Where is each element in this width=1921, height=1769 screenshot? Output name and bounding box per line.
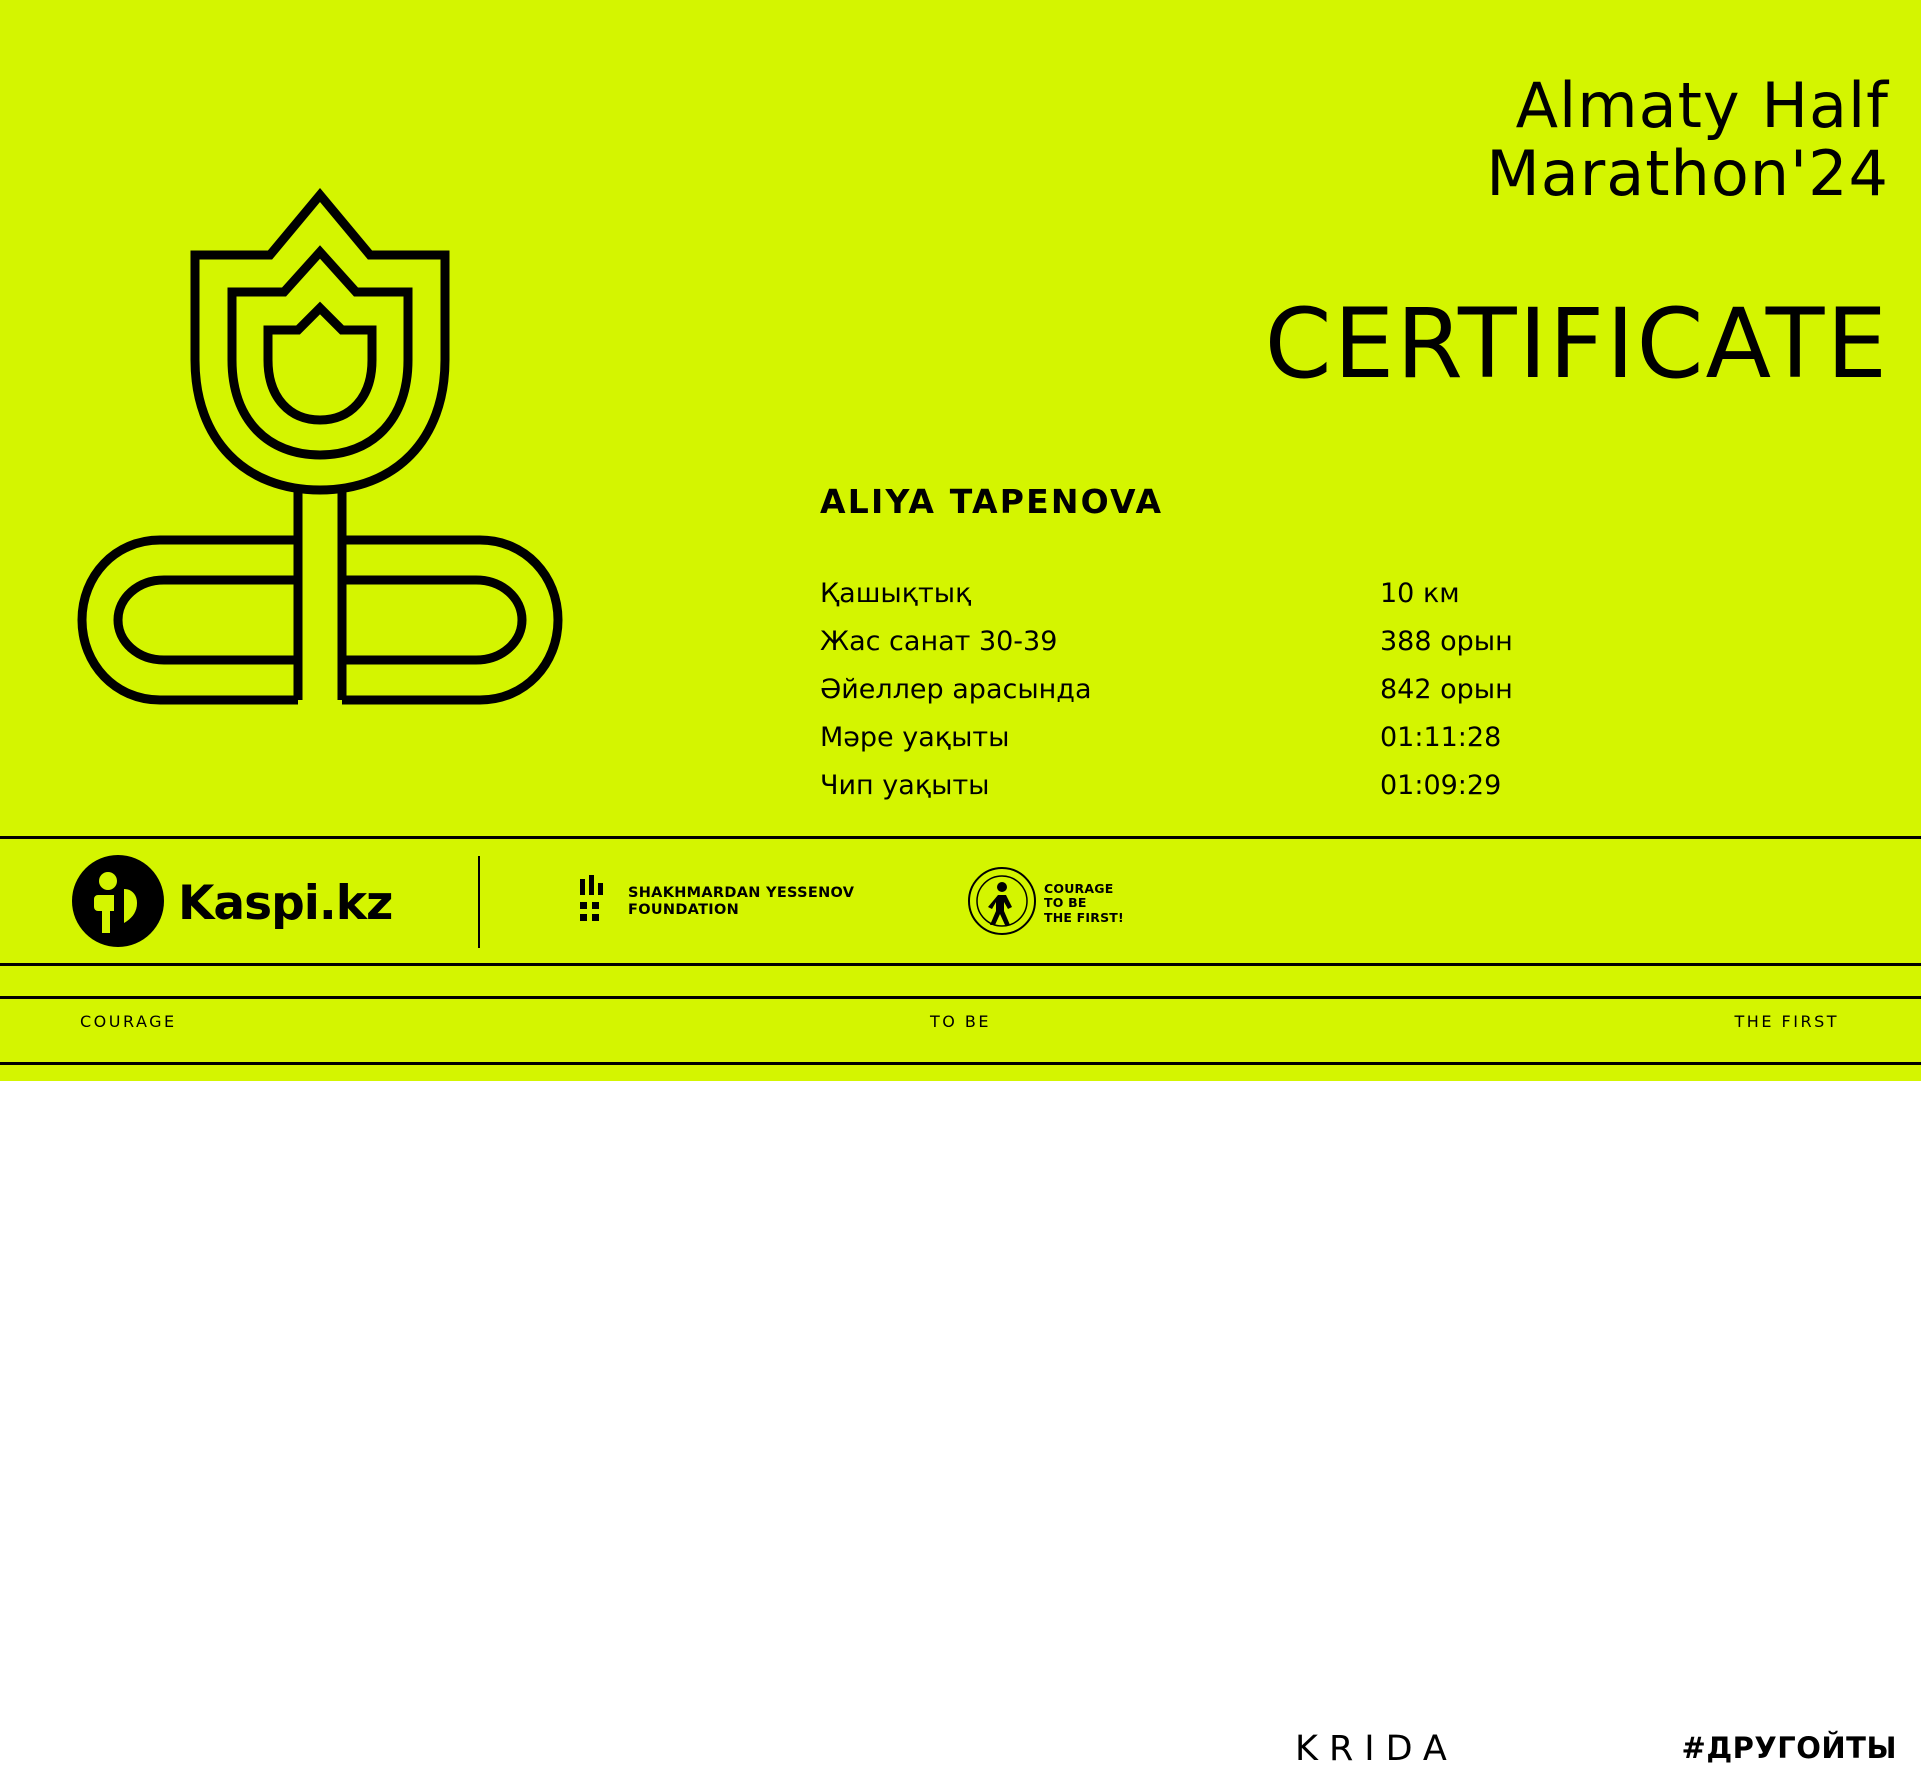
result-label: Жас санат 30-39 [820,626,1058,657]
result-value: 388 орын [1380,626,1513,657]
result-value: 01:09:29 [1380,770,1502,801]
event-title [1486,69,1889,210]
result-label: Чип уақыты [820,770,990,801]
courage-line-3: THE FIRST! [1044,909,1124,925]
sponsor-drugoyty: #ДРУГОЙТЫ [1681,1731,1897,1765]
divider-lower [0,996,1921,999]
table-row [820,626,1880,657]
result-label: Әйеллер арасында [820,674,1092,705]
yessenov-line-2: FOUNDATION [628,901,740,918]
courage-line-1: COURAGE [1044,880,1114,896]
result-value: 01:11:28 [1380,722,1502,753]
divider-middle [0,963,1921,966]
kaspi-logo-icon [72,855,164,952]
table-row [820,722,1880,753]
sponsor-yessenov [580,875,854,928]
kaspi-wordmark: Kaspi.kz [178,876,393,931]
yessenov-line-1: SHAKHMARDAN YESSENOV [628,884,855,901]
sponsor-kaspi [72,855,392,952]
result-label: Қашықтық [820,578,972,609]
table-row [820,578,1880,609]
results-table [820,578,1880,818]
footer-center: TO BE [929,1012,992,1031]
table-row [820,770,1880,801]
result-value: 10 км [1380,578,1460,609]
tulip-emblem [60,140,580,720]
corporate-fund-wordmark [1044,882,1124,926]
sponsor-strip [0,839,1921,1769]
corporate-fund-seal-icon [968,867,1036,940]
athlete-name: ALIYA TAPENOVA [820,482,1164,521]
table-row [820,674,1880,705]
result-value: 842 орын [1380,674,1513,705]
footer-slogan [0,1012,1921,1052]
event-title-line-2: Marathon'24 [1486,137,1889,210]
footer-left: COURAGE [80,1012,177,1031]
event-title-line-1: Almaty Half [1515,69,1889,142]
divider-bottom [0,1062,1921,1065]
courage-line-2: TO BE [1044,895,1087,911]
result-label: Мәре уақыты [820,722,1010,753]
yessenov-mark-icon [580,875,616,928]
sponsor-corporate-fund [968,867,1124,940]
yessenov-wordmark [628,885,854,919]
sponsor-divider [478,856,480,948]
document-type-heading: CERTIFICATE [1264,288,1889,400]
sponsor-krida: KRIDA [1295,1729,1458,1769]
footer-right: THE FIRST [1734,1012,1839,1031]
